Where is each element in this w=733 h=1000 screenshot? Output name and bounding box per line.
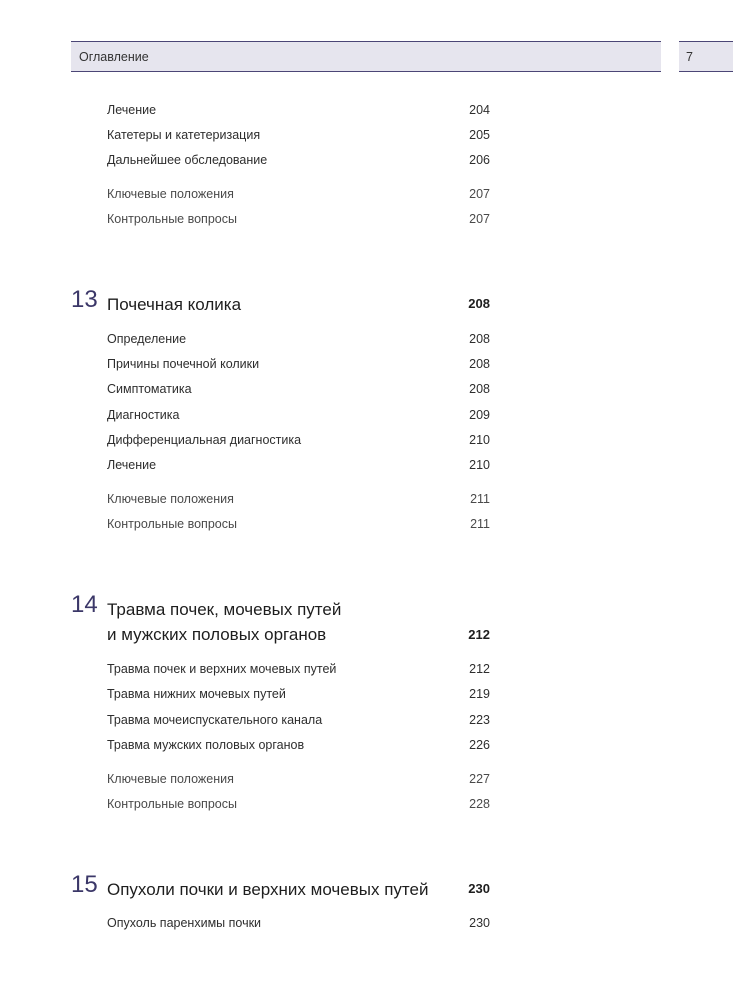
- toc-entry-page: 219: [469, 687, 490, 701]
- toc-entry[interactable]: [107, 770, 490, 788]
- toc-entry-title: Контрольные вопросы: [107, 517, 237, 531]
- toc-entry[interactable]: [107, 355, 490, 373]
- toc-entry-title: Катетеры и катетеризация: [107, 128, 261, 142]
- toc-entry[interactable]: [107, 185, 490, 203]
- toc-entry-title: Травма нижних мочевых путей: [107, 687, 286, 701]
- toc-entry[interactable]: [107, 736, 490, 754]
- chapter-heading[interactable]: [71, 872, 490, 902]
- toc-entry-title: Определение: [107, 332, 187, 346]
- toc-entry-title: Ключевые положения: [107, 492, 234, 506]
- toc-entry[interactable]: [107, 330, 490, 348]
- toc-entry-title: Симптоматика: [107, 382, 192, 396]
- chapter-page: 208: [468, 296, 490, 311]
- chapter-title-line1: Травма почек, мочевых путей: [107, 600, 342, 619]
- chapter-number: 13: [71, 286, 98, 313]
- toc-entry-title: Контрольные вопросы: [107, 212, 237, 226]
- toc-entry[interactable]: [107, 126, 490, 144]
- chapter-page: 212: [468, 627, 490, 642]
- toc-entry[interactable]: [107, 101, 490, 119]
- toc-entry-page: 208: [469, 332, 490, 346]
- page-number-box: [679, 41, 733, 72]
- header-title: Оглавление: [79, 50, 149, 64]
- toc-entry-title: Ключевые положения: [107, 772, 234, 786]
- toc-entry-title: Лечение: [107, 103, 157, 117]
- toc-entry-page: 223: [469, 713, 490, 727]
- chapter-title: Опухоли почки и верхних мочевых путей: [107, 880, 429, 899]
- toc-entry-page: 212: [469, 662, 490, 676]
- toc-entry[interactable]: [107, 456, 490, 474]
- toc-entry-title: Травма мочеиспускательного канала: [107, 713, 323, 727]
- toc-entry-page: 228: [469, 797, 490, 811]
- toc-entry[interactable]: [107, 685, 490, 703]
- toc-entry[interactable]: [107, 515, 490, 533]
- toc-entry-page: 207: [469, 187, 490, 201]
- toc-entry-page: 230: [469, 916, 490, 930]
- toc-entry-title: Ключевые положения: [107, 187, 234, 201]
- toc-entry-title: Диагностика: [107, 408, 180, 422]
- toc-entry-page: 227: [469, 772, 490, 786]
- toc-entry-title: Травма мужских половых органов: [107, 738, 305, 752]
- toc-entry-title: Травма почек и верхних мочевых путей: [107, 662, 337, 676]
- toc-entry[interactable]: [107, 490, 490, 508]
- toc-entry-title: Опухоль паренхимы почки: [107, 916, 262, 930]
- toc-entry[interactable]: [107, 380, 490, 398]
- toc-entry-page: 210: [469, 433, 490, 447]
- toc-entry-page: 208: [469, 382, 490, 396]
- toc-entry[interactable]: [107, 406, 490, 424]
- toc-entry[interactable]: [107, 210, 490, 228]
- toc-entry-title: Дифференциальная диагностика: [107, 433, 302, 447]
- toc-entry[interactable]: [107, 711, 490, 729]
- toc-entry-page: 204: [469, 103, 490, 117]
- toc-entry-page: 209: [469, 408, 490, 422]
- toc-entry-page: 226: [469, 738, 490, 752]
- toc-entry-title: Лечение: [107, 458, 157, 472]
- toc-entry-page: 208: [469, 357, 490, 371]
- chapter-number: 15: [71, 871, 98, 898]
- toc-entry-page: 210: [469, 458, 490, 472]
- running-header: [71, 41, 661, 72]
- chapter-title: Почечная колика: [107, 295, 242, 314]
- page-number: 7: [686, 50, 693, 64]
- toc-entry-title: Дальнейшее обследование: [107, 153, 268, 167]
- chapter-page: 230: [468, 881, 490, 896]
- toc-entry[interactable]: [107, 914, 490, 932]
- toc-entry-title: Контрольные вопросы: [107, 797, 237, 811]
- chapter-heading[interactable]: [71, 592, 490, 652]
- chapter-number: 14: [71, 591, 98, 618]
- toc-entry-page: 207: [469, 212, 490, 226]
- toc-entry[interactable]: [107, 795, 490, 813]
- chapter-heading[interactable]: [71, 287, 490, 317]
- chapter-title-line2: и мужских половых органов: [107, 625, 327, 644]
- toc-entry-page: 211: [470, 517, 490, 531]
- toc-entry-page: 211: [470, 492, 490, 506]
- toc-entry[interactable]: [107, 660, 490, 678]
- toc-entry-page: 205: [469, 128, 490, 142]
- toc-entry-title: Причины почечной колики: [107, 357, 260, 371]
- toc-entry[interactable]: [107, 151, 490, 169]
- toc-entry-page: 206: [469, 153, 490, 167]
- toc-entry[interactable]: [107, 431, 490, 449]
